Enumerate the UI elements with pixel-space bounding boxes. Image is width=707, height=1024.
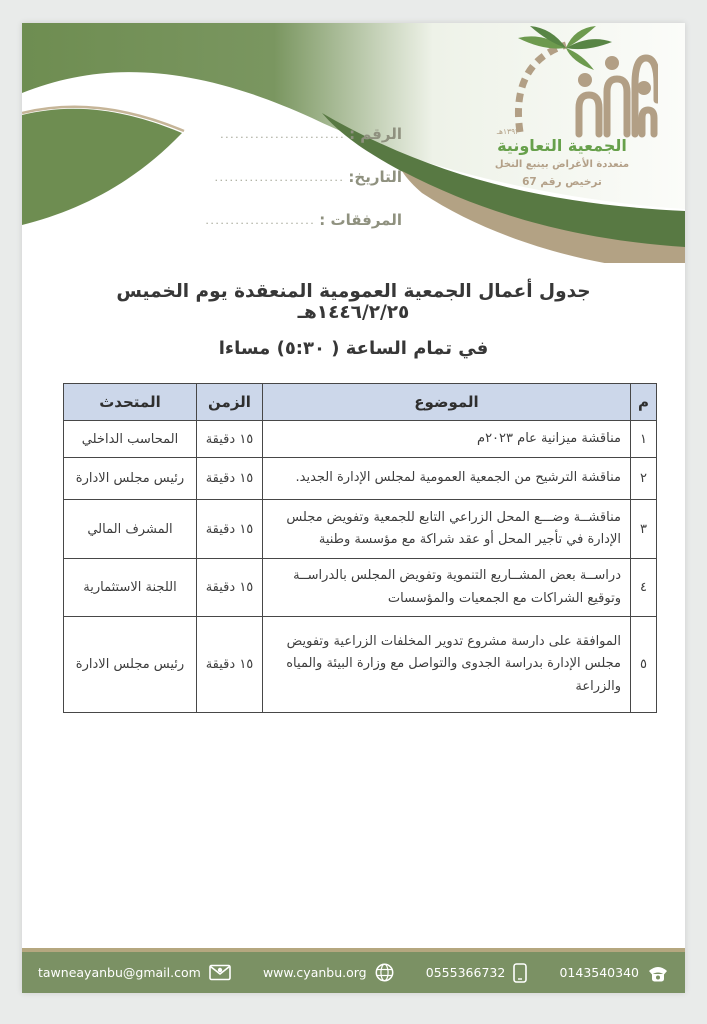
table-header-row [64,384,657,421]
footer-contact-bar [22,948,685,993]
document-page [22,23,685,993]
document-title [60,281,647,359]
date-dotted-line: .......................... [214,171,345,184]
row-subject: مناقشة الترشيح من الجمعية العمومية لمجلس الإدارة الجديد. [263,458,631,500]
row-time: ١٥ دقيقة [197,559,263,617]
website-text: www.cyanbu.org [262,965,367,980]
col-header-time: الزمن [197,384,263,421]
title-line-1: جدول أعمال الجمعية العمومية المنعقدة يوم الخميس ١٤٤٦/٢/٢٥هـ [116,281,591,323]
palm-trunk-arc [518,45,566,132]
envelope-icon [209,964,231,981]
table-row [64,500,657,559]
row-speaker: رئيس مجلس الادارة [64,458,197,500]
attachments-field [110,203,402,229]
organization-description: متعددة الأغراض بينبع النخل [494,159,630,171]
row-time: ١٥ دقيقة [197,421,263,458]
globe-icon [375,963,394,982]
agenda-table [63,383,657,713]
row-num: ٢ [631,458,657,500]
row-speaker: المحاسب الداخلي [64,421,197,458]
row-time: ١٥ دقيقة [197,617,263,713]
table-row [64,559,657,617]
mobile-text: 0555366732 [425,965,506,980]
attachments-dotted-line: ...................... [205,214,316,227]
col-header-subject: الموضوع [263,384,631,421]
date-label: التاريخ: [348,168,402,186]
row-time: ١٥ دقيقة [197,500,263,559]
row-subject: مناقشــة وضـــع المحل الزراعي التابع للجمعية وتفويض مجلس الإدارة في تأجير المحل أو عقد شراكة مع مؤسسة وطنية [263,500,631,559]
row-num: ٤ [631,559,657,617]
logo-text-block [440,137,684,188]
telephone-icon [647,964,669,982]
association-logo-icon [490,26,658,138]
palm-fronds-icon [518,26,612,70]
people-figures-icon [579,58,657,134]
row-speaker: رئيس مجلس الادارة [64,617,197,713]
number-dotted-line: ......................... [220,128,346,141]
reference-fields [110,117,402,246]
organization-name: الجمعية التعاونية [497,136,627,155]
mobile-phone-icon [513,963,527,983]
footer-email [38,964,231,981]
date-field [110,160,402,186]
row-subject: دراســة بعض المشــاريع التنموية وتفويض المجلس بالدراســة وتوقيع الشراكات مع الجمعيات والمؤسسات [263,559,631,617]
table-row [64,421,657,458]
logo-year: ١٣٩٢هـ [496,127,520,136]
row-time: ١٥ دقيقة [197,458,263,500]
footer-website [263,963,394,982]
attachments-label: المرفقات : [319,211,402,229]
col-header-speaker: المتحدث [64,384,197,421]
table-row [64,617,657,713]
col-header-num: م [631,384,657,421]
number-field [110,117,402,143]
row-subject: الموافقة على دارسة مشروع تدوير المخلفات الزراعية وتفويض مجلس الإدارة بدراسة الجدوى والتواصل مع وزارة البيئة والمياه والزراعة [263,617,631,713]
phone-text: 0143540340 [559,965,639,980]
footer-mobile [426,963,528,983]
row-speaker: اللجنة الاستثمارية [64,559,197,617]
row-num: ٥ [631,617,657,713]
row-speaker: المشرف المالي [64,500,197,559]
row-subject: مناقشة ميزانية عام ٢٠٢٣م [263,421,631,458]
row-num: ١ [631,421,657,458]
number-label: الرقم : [349,125,402,143]
title-line-2: في تمام الساعة ( ٥:٣٠) مساءا [218,338,489,359]
email-text: tawneayanbu@gmail.com [38,965,201,980]
license-number: ترخيص رقم 67 [522,175,602,188]
footer-phone [559,964,669,982]
row-num: ٣ [631,500,657,559]
table-row [64,458,657,500]
